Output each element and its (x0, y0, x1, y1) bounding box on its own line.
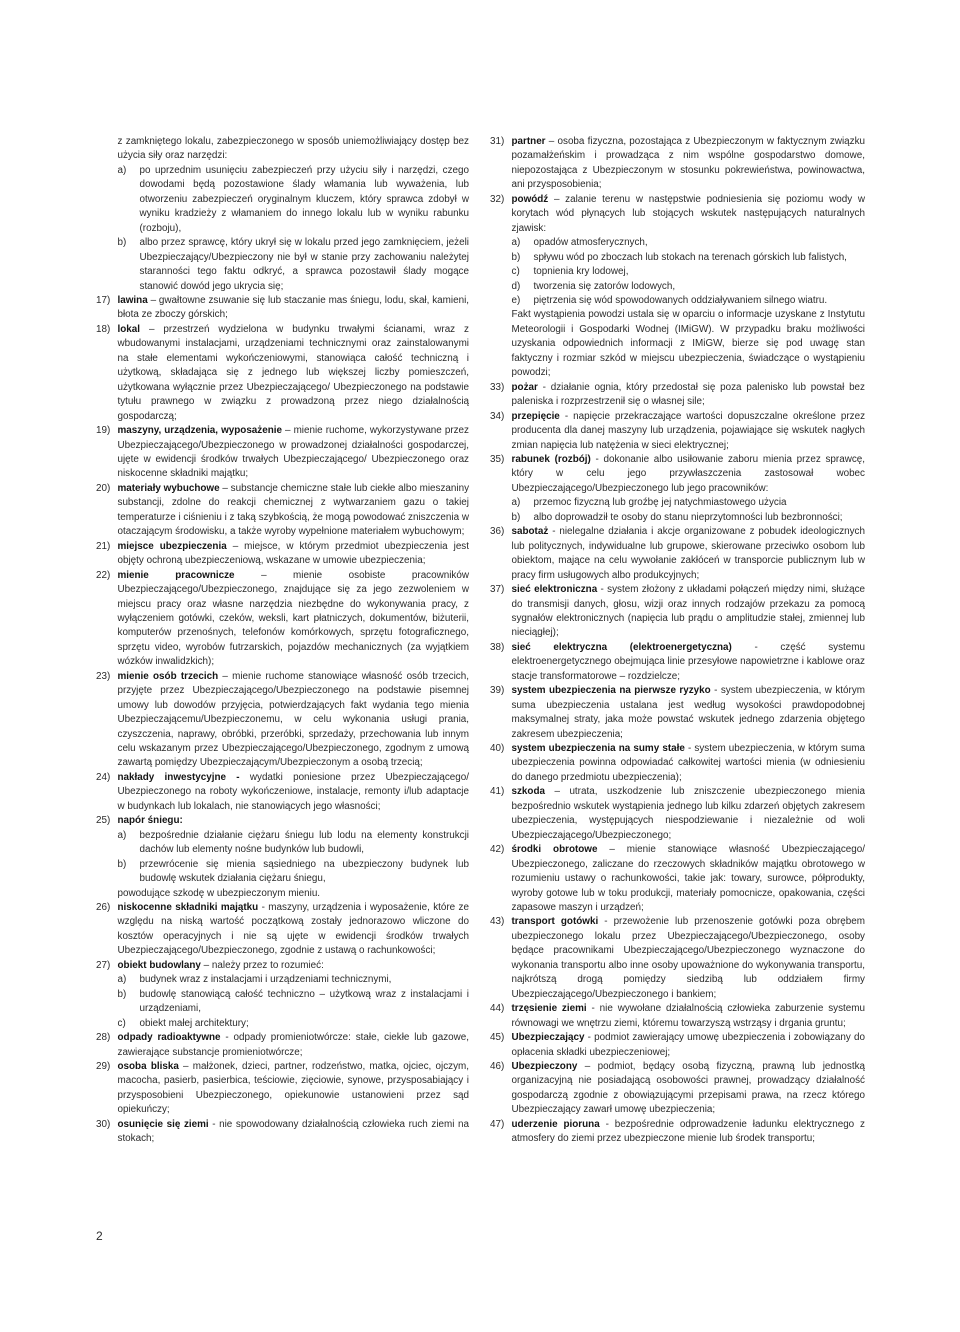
defined-term: obiekt budowlany (117, 959, 201, 971)
item-body (118, 569, 470, 670)
defined-term: partner (511, 136, 546, 147)
defined-term: środki obrotowe (511, 844, 598, 856)
sub-item-letter: a) (117, 164, 127, 176)
sub-item (118, 973, 470, 987)
sub-item (512, 511, 866, 525)
defined-term: nakłady inwestycyjne - (117, 771, 240, 783)
defined-term: napór śniegu: (117, 815, 183, 827)
definition-text: - nielegalne działania i akcje organizowane z pobudek ideologicznych lub politycznych, indywidualne lub grupowe, skierowane przeciwko osobom lub obiektom, mające na celu wywołanie zakłóceń w transporcie publicznym lub w pracy firm usługowych albo produkcyjnych; (511, 526, 865, 581)
item-number: 37) (490, 584, 505, 596)
definition-text: – przestrzeń wydzielona w budynku trwałymi ścianami, wraz z wbudowanymi instalacjami, urządzeniami technicznymi oraz zainstalowanymi na stałe elementami wykończeniowymi, stanowiąca całość techniczną i użytkową, składająca się z jednego lub większej liczby pomieszczeń, użytkowana wyłącznie przez Ubezpieczającego/ Ubezpieczonego na podstawie tytułu prawnego w związku z prowadzoną przez niego działalnością gospodarczą; (117, 323, 469, 422)
defined-term: lokal (117, 323, 141, 335)
definition-text: – zalanie terenu w następstwie podniesienia się poziomu wody w korytach wód płynących lub stojących wskutek następujących naturalnych zjawisk: (511, 193, 865, 234)
sub-item (118, 829, 470, 858)
sub-item-text: po uprzednim usunięciu zabezpieczeń przy użyciu siły i narzędzi, czego dowodami będą pozostawione ślady włamania lub wyważenia, lub otworzeniu zabezpieczeń oryginalnym kluczem, który sprawca zdobył w wyniku kradzieży z włamaniem do innego lokalu lub w wyniku rabunku (rozboju), (139, 164, 469, 234)
item-number: 26) (96, 902, 111, 914)
paragraph: powodujące szkodę w ubezpieczonym mieniu. (117, 887, 321, 899)
defined-term: osunięcie się ziemi (117, 1118, 209, 1130)
definition-item (490, 641, 865, 684)
sub-item-letter: a) (511, 497, 521, 509)
sub-item-text: albo przez sprawcę, który ukrył się w lokalu przed jego zamknięciem, jeżeli Ubezpieczający/Ubezpieczony nie był w stanie przy zachowaniu należytej staranności tego faktu odkryć, a sprawca pozostawił ślady mogące stanowić dowód jego ukrycia się; (139, 237, 469, 292)
sub-item-text: albo doprowadził te osoby do stanu nieprzytomności lub bezbronności; (533, 511, 843, 523)
definition-text: – mienie stanowiące własność Ubezpieczającego/ Ubezpieczonego, zaliczane do rzeczowych składników majątku obrotowego w rozumieniu ustawy o rachunkowości, takie jak: towary, surowce, półprodukty, wyroby gotowe lub w toku produkcji, materiały pomocnicze, opakowania, części zapasowe maszyn i urządzeń; (511, 844, 866, 914)
item-number: 31) (490, 136, 505, 147)
definition-item (490, 453, 865, 496)
item-body (118, 323, 470, 424)
right-column (490, 135, 865, 1147)
definition-item (490, 410, 865, 453)
definition-text: - system ubezpieczenia, w którym suma ubezpieczenia ustalana jest według wysokości prawdopodobnej maksymalnej straty, jaka może powstać wskutek jednego zdarzenia objętego zakresem ubezpieczenia; (511, 685, 865, 740)
item-number: 46) (490, 1061, 505, 1072)
definition-item (490, 1060, 865, 1118)
sub-item-text: tworzenia się zatorów lodowych, (533, 280, 676, 292)
item-number: 21) (96, 540, 111, 552)
item-body (512, 135, 866, 193)
definition-text: – gwałtowne zsuwanie się lub staczanie mas śniegu, lodu, skał, kamieni, błota ze zboczy górskich; (117, 294, 470, 321)
definition-item (96, 424, 469, 482)
item-body (118, 1031, 470, 1060)
definition-text: - dokonanie albo usiłowanie zaboru mienia przez sprawcę, który w celu jego przywłaszczenia zastosował wobec Ubezpieczającego/Ubezpieczonego lub jego pracowników: (511, 453, 865, 494)
sub-item-letter: a) (511, 237, 521, 249)
item-number: 22) (96, 569, 111, 581)
definition-text: - działanie ognia, który przedostał się poza palenisko lub powstał bez paleniska i rozprzestrzenił się o własnej sile; (511, 381, 865, 408)
sub-item-letter: c) (117, 1017, 126, 1029)
definition-item (96, 771, 469, 814)
item-body (118, 482, 470, 540)
item-number: 20) (96, 482, 111, 494)
sub-item-text: bezpośrednie działanie ciężaru śniegu lub lodu na elementy konstrukcji dachów lub elementy nośne budynków lub budowli, (139, 829, 469, 856)
item-number: 43) (490, 916, 505, 928)
sub-item-text: przewrócenie się mienia sąsiedniego na ubezpieczony budynek lub budowlę wskutek działania ciężaru śniegu, (139, 858, 469, 885)
item-number: 47) (490, 1118, 505, 1130)
sub-item-letter: a) (117, 829, 127, 841)
definition-text: – miejsce, w którym przedmiot ubezpieczenia jest objęty ochroną ubezpieczeniową, wskazane w umowie ubezpieczenia; (117, 540, 469, 567)
sub-item (118, 858, 470, 887)
sub-item-letter: b) (117, 988, 127, 1000)
item-body (118, 771, 470, 814)
sub-item-text: spływu wód po zboczach lub stokach na terenach górskich lub falistych, (533, 251, 847, 263)
sub-item-text: budowlę stanowiącą całość techniczno – użytkową wraz z instalacjami i urządzeniami, (139, 988, 469, 1015)
definition-item (96, 959, 469, 973)
definition-item (490, 381, 865, 410)
defined-term: system ubezpieczenia na pierwsze ryzyko (511, 685, 711, 697)
defined-term: rabunek (rozbój) (511, 453, 591, 465)
item-number: 45) (490, 1032, 505, 1044)
sub-item (512, 265, 866, 279)
definition-text: - nie wywołane działalnością człowieka zaburzenie systemu równowagi we wnętrzu ziemi, któremu towarzyszą wstrząsy i drgania gruntu; (511, 1003, 866, 1029)
item-body (118, 814, 470, 828)
item-number: 35) (490, 453, 505, 465)
defined-term: przepięcie (511, 410, 560, 422)
sub-item-text: przemoc fizyczną lub groźbę jej natychmiastowego użycia (533, 497, 787, 509)
defined-term: niskocenne składniki majątku (117, 902, 259, 914)
definition-text: – mienie ruchome, wykorzystywane przez Ubezpieczającego/Ubezpieczonego w prowadzonej działalności gospodarczej, ujęte w ewidencji środków trwałych Ubezpieczającego/ Ubezpieczonego oraz niskocenne składniki majątku; (117, 425, 469, 480)
definition-item (490, 1031, 865, 1060)
sub-item-letter: b) (117, 237, 127, 249)
sub-item-letter: b) (511, 251, 521, 263)
item-number: 32) (490, 193, 505, 205)
definition-item (96, 670, 469, 771)
definition-item (490, 525, 865, 583)
definition-item (490, 684, 865, 742)
sub-item-text: piętrzenia się wód spowodowanych oddziaływaniem silnego wiatru. (533, 294, 828, 306)
sub-item (512, 280, 866, 294)
defined-term: Ubezpieczony (511, 1061, 578, 1072)
sub-item (118, 1017, 470, 1031)
item-number: 34) (490, 410, 505, 422)
definition-item (96, 482, 469, 540)
defined-term: pożar (511, 381, 538, 393)
definition-item (490, 915, 865, 1002)
item-number: 44) (490, 1003, 505, 1015)
item-body (512, 410, 866, 453)
definition-item (490, 742, 865, 785)
item-number: 23) (96, 670, 111, 682)
item-number: 33) (490, 381, 505, 393)
sub-item (118, 988, 470, 1017)
item-body (512, 915, 866, 1002)
definition-item (96, 1031, 469, 1060)
item-body (512, 193, 866, 236)
paragraph: Fakt wystąpienia powodzi ustala się w oparciu o informacje uzyskane z Instytutu Meteorologii i Gospodarki Wodnej (IMiGW). W przypadku braku możliwości uzyskania odpowiednich informacji z IMiGW, bierze się pod uwagę stan faktyczny i rozmiar szkód w miejscu ubezpieczenia, świadczące o wystąpieniu powodzi; (511, 309, 865, 379)
definition-text: – osoba fizyczna, pozostająca z Ubezpieczonym w faktycznym związku pozamałżeńskim i prowadząca z nim wspólne gospodarstwo domowe, niepozostająca z Ubezpieczonym w stosunku pokrewieństwa, powinowactwa, ani przysposobienia; (511, 136, 866, 191)
item-number: 19) (96, 425, 111, 437)
sub-item (512, 496, 866, 510)
defined-term: osoba bliska (117, 1061, 179, 1072)
definition-text: – małżonek, dzieci, partner, rodzeństwo, matka, ojciec, ojczym, macocha, pasierb, pasierbica, teściowie, zięciowie, synowe, przysposabiający i przysposobieni Ubezpieczonego, opiekunowie ustanowieni przez sąd opiekuńczy; (117, 1061, 469, 1116)
sub-item-letter: b) (511, 511, 521, 523)
item-number: 28) (96, 1032, 111, 1044)
item-body (512, 785, 866, 843)
item-number: 30) (96, 1118, 111, 1130)
definition-item (490, 583, 865, 641)
definition-text: - system złożony z układami połączeń między nimi, służące do transmisji danych, głosu, wizji oraz innych rodzajów przekazu za pomocą sygnałów elektronicznych (napięcia lub prądu o amplitudzie stałej, zmiennej lub nieciągłej); (511, 584, 865, 639)
definition-text: – podmiot, będący osobą fizyczną, prawną lub jednostką organizacyjną nie posiadającą osobowości prawnej, prowadzący działalność gospodarczą zgodnie z obowiązującymi przepisami prawa, na rzecz którego Ubezpieczający zawarł umowę ubezpieczenia; (511, 1061, 866, 1116)
definition-text: – utrata, uszkodzenie lub zniszczenie ubezpieczonego mienia bezpośrednio wskutek wystąpienia jednego lub kilku zdarzeń objętych zakresem ubezpieczenia, występujących niespodziewanie i niezależnie od woli Ubezpieczającego/Ubezpieczonego; (511, 786, 865, 841)
definition-text: – mienie osobiste pracowników Ubezpieczającego/Ubezpieczonego, znajdujące się za jego zezwoleniem w miejscu pracy oraz własne narzędzia niezbędne do wykonywania pracy, z wyłączeniem gotówki, czeków, weksli, kart płatniczych, dokumentów, biżuterii, komputerów przenośnych, telefonów komórkowych, sprzętu fotograficznego, sprzętu video, wyrobów futrzarskich, pojazdów mechanicznych (za wyjątkiem wózków inwalidzkich); (117, 569, 469, 668)
definition-text: - podmiot zawierający umowę ubezpieczenia i zobowiązany do opłacenia składki ubezpieczeniowej; (511, 1032, 865, 1058)
definition-item (96, 901, 469, 959)
definition-text: - napięcie przekraczające wartości dopuszczalne określone przez producenta dla danej maszyny lub urządzenia, pojawiające się wskutek nagłych zmian napięcia lub natężenia w sieci elektrycznej; (511, 410, 866, 451)
defined-term: odpady radioaktywne (117, 1032, 221, 1044)
defined-term: mienie pracownicze (117, 569, 235, 581)
item-number: 18) (96, 323, 111, 335)
definition-item (96, 569, 469, 670)
item-body (512, 742, 866, 785)
item-body (118, 424, 470, 482)
sub-item (512, 294, 866, 308)
defined-term: mienie osób trzecich (117, 670, 219, 682)
definition-text: – należy przez to rozumieć: (203, 959, 324, 971)
defined-term: powódź (511, 193, 549, 205)
defined-term: lawina (117, 294, 148, 306)
definition-item (96, 540, 469, 569)
item-number: 17) (96, 294, 111, 306)
item-body (118, 1060, 470, 1118)
definition-item (490, 1002, 865, 1031)
defined-term: system ubezpieczenia na sumy stałe (511, 743, 685, 755)
definition-text: - odpady promieniotwórcze: stałe, ciekłe lub gazowe, zawierające substancje promieniotwórcze; (117, 1032, 470, 1058)
sub-item (512, 236, 866, 250)
sub-item-letter: c) (511, 266, 520, 278)
sub-item-text: budynek wraz z instalacjami i urządzeniami technicznymi, (139, 974, 392, 986)
defined-term: trzęsienie ziemi (511, 1003, 587, 1015)
defined-term: miejsce ubezpieczenia (117, 540, 227, 552)
item-body (512, 381, 866, 410)
sub-item (118, 236, 470, 294)
item-body (512, 843, 866, 915)
item-body (118, 959, 470, 973)
defined-term: maszyny, urządzenia, wyposażenie (117, 425, 282, 437)
left-column (96, 135, 469, 1147)
sub-item-text: obiekt małej architektury; (139, 1017, 249, 1029)
definition-item (490, 785, 865, 843)
item-body (512, 641, 866, 684)
item-number: 36) (490, 526, 505, 538)
item-body (512, 1118, 866, 1147)
item-body (512, 1031, 866, 1060)
definition-text: – mienie ruchome stanowiące własność osób trzecich, przyjęte przez Ubezpieczającego/Ubezpieczonego na podstawie pisemnej umowy lub dowodów przyjęcia, potwierdzających fakt wydania tego mienia Ubezpieczającemu/Ubezpieczonemu, w celu wykonania usługi prania, czyszczenia, naprawy, obróbki, przeróbki, sprzedaży, przechowania lub innym celu wskazanym przez Ubezpieczającego/Ubezpieczonego, zgodnym z umową zawartą pomiędzy Ubezpieczającym/Ubezpieczonym a osobą trzecią; (117, 670, 469, 769)
item-body (512, 525, 866, 583)
item-number: 38) (490, 641, 505, 653)
item-body (512, 583, 866, 641)
defined-term: materiały wybuchowe (117, 482, 220, 494)
definition-text: - bezpośrednie odprowadzenie ładunku elektrycznego z atmosfery do ziemi przez ubezpieczone mienie lub środek transportu; (511, 1118, 865, 1145)
definition-item (490, 843, 865, 915)
item-body (118, 901, 470, 959)
definition-item (96, 814, 469, 828)
item-body (118, 1118, 470, 1147)
item-body (512, 1060, 866, 1118)
definition-text: - system ubezpieczenia, w którym suma ubezpieczenia powinna odpowiadać całkowitej wartości mienia (w odniesieniu do danego przedmiotu ubezpieczenia); (511, 743, 865, 783)
item-number: 24) (96, 771, 111, 783)
item-number: 25) (96, 815, 111, 827)
item-number: 27) (96, 959, 111, 971)
defined-term: sabotaż (511, 526, 549, 538)
item-body (512, 684, 866, 742)
definition-text: - przewożenie lub przenoszenie gotówki poza obrębem ubezpieczonego lokalu przez Ubezpieczającego/Ubezpieczonego, osoby będące pracownikami Ubezpieczającego/Ubezpieczonego wyznaczone do wykonania transportu albo inne osoby upoważnione do wykonywania transportu, najkrótszą drogą pomiędzy siedzibą lub oddziałem firmy Ubezpieczającego/Ubezpieczonego i bankiem; (511, 916, 865, 1000)
definition-text: wydatki poniesione przez Ubezpieczającego/ Ubezpieczonego na roboty wykończeniowe, instalacje, remonty i/lub adaptacje w budynkach lub lokalach, nie stanowiących jego własności; (117, 771, 469, 812)
sub-item-letter: d) (511, 280, 521, 292)
definition-text: - maszyny, urządzenia i wyposażenie, które ze względu na niską wartość początkową zostały jednorazowo wliczone do kosztów operacyjnych i nie są ujęte w ewidencji środków trwałych Ubezpieczającego/Ubezpieczonego, zgodnie z ustawą o rachunkowości; (117, 902, 469, 957)
sub-item (512, 251, 866, 265)
item-body (118, 540, 470, 569)
item-body (118, 670, 470, 771)
definition-item (490, 193, 865, 236)
sub-item-letter: b) (117, 858, 127, 870)
defined-term: Ubezpieczający (511, 1032, 585, 1044)
item-body (512, 453, 866, 496)
defined-term: sieć elektroniczna (511, 584, 598, 596)
item-body (512, 1002, 866, 1031)
item-number: 29) (96, 1061, 111, 1072)
page-number: 2 (96, 1229, 103, 1243)
definition-item (490, 135, 865, 193)
sub-item-letter: a) (117, 974, 127, 986)
definition-item (96, 294, 469, 323)
defined-term: sieć elektryczna (elektroenergetyczna) (511, 641, 732, 653)
paragraph: z zamkniętego lokalu, zabezpieczonego w sposób uniemożliwiający dostęp bez użycia siły oraz narzędzi: (117, 136, 469, 162)
defined-term: szkoda (511, 786, 545, 798)
defined-term: uderzenie pioruna (511, 1118, 600, 1130)
sub-item-text: topnienia kry lodowej, (533, 266, 629, 278)
definition-item (96, 1118, 469, 1147)
definition-text: - część systemu elektroenergetycznego obejmująca linie przesyłowe napowietrzne i kablowe oraz stacje transformatorowe – rozdzielcze; (511, 641, 865, 682)
sub-item-letter: e) (511, 294, 521, 306)
definition-item (490, 1118, 865, 1147)
definition-item (96, 1060, 469, 1118)
item-body (118, 294, 470, 323)
item-number: 39) (490, 685, 505, 697)
item-number: 42) (490, 844, 505, 856)
sub-item (118, 164, 470, 236)
definition-text: - nie spowodowany działalnością człowieka ruch ziemi na stokach; (117, 1118, 469, 1145)
item-number: 40) (490, 743, 505, 755)
definition-item (96, 323, 469, 424)
item-number: 41) (490, 786, 505, 798)
defined-term: transport gotówki (511, 916, 599, 928)
definition-text: – substancje chemiczne stałe lub ciekłe albo mieszaniny substancji, zdolne do reakcji chemicznej z wytwarzaniem gazu o takiej temperaturze i ciśnieniu i z taką szybkością, że mogą powodować zniszczenia w otaczającym środowisku, a także wyroby wypełnione materiałem wybuchowym; (117, 482, 470, 538)
sub-item-text: opadów atmosferycznych, (533, 237, 648, 249)
